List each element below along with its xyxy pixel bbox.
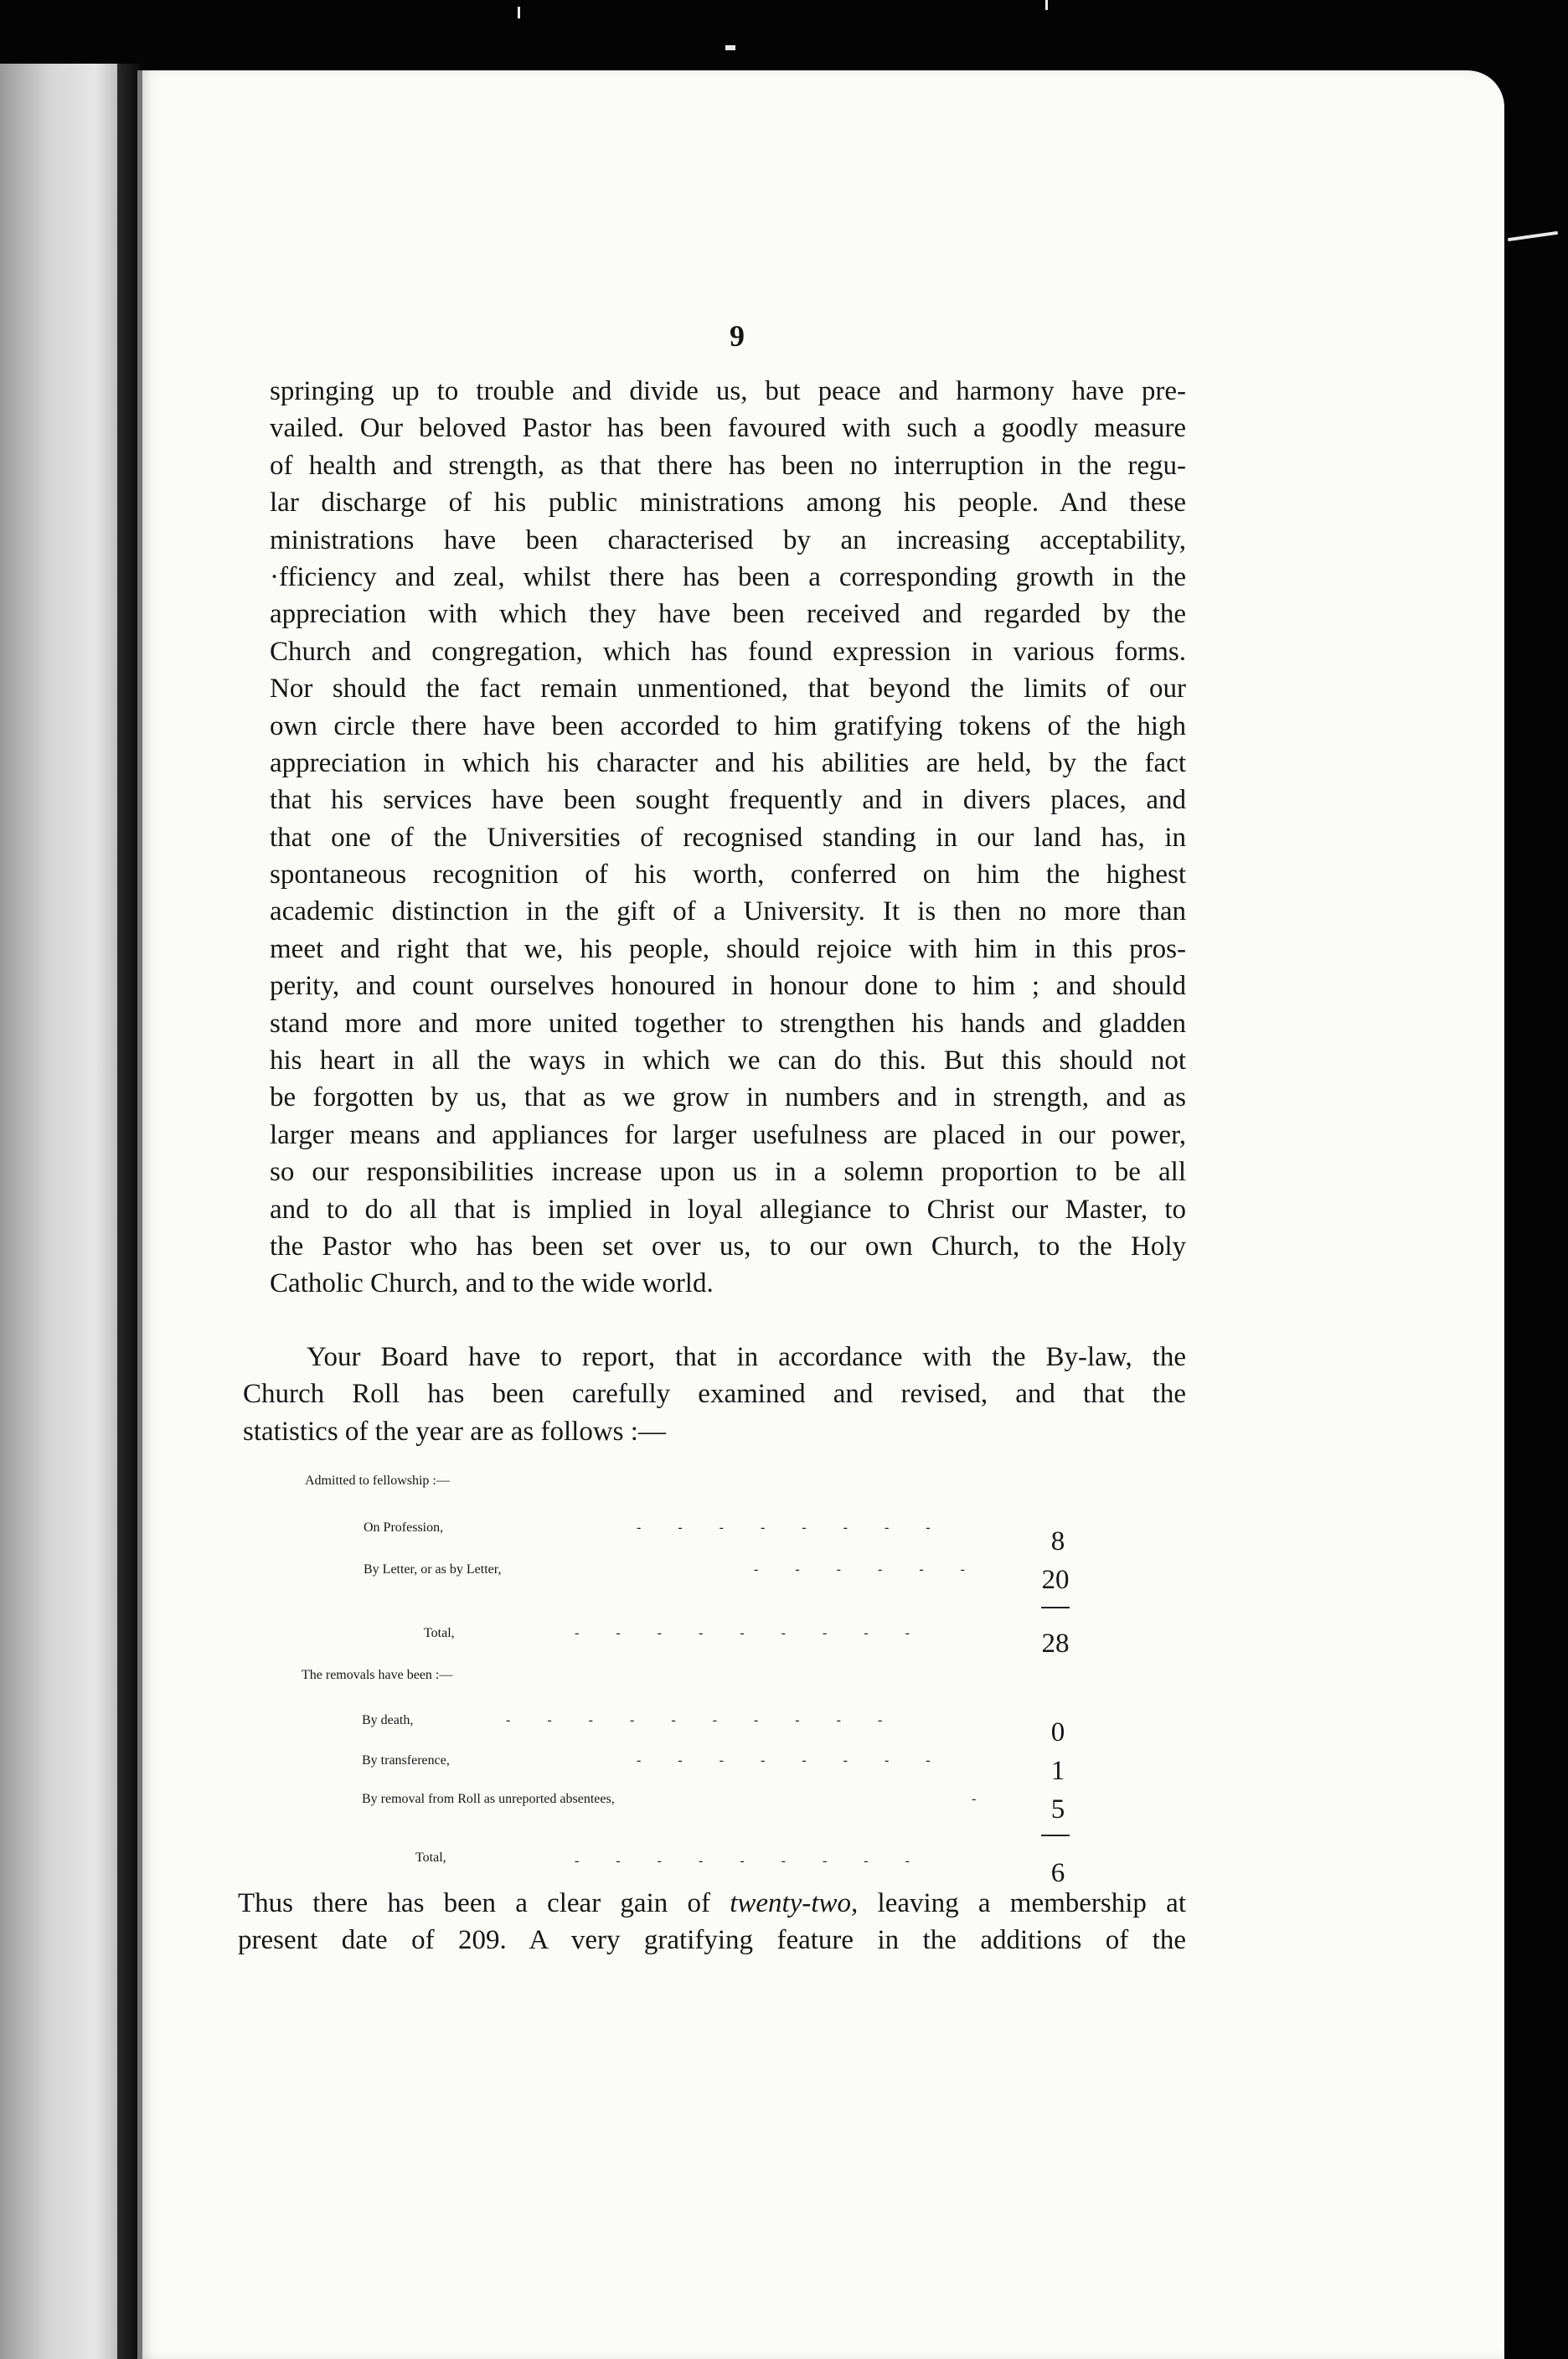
leader-dashes: -	[972, 1792, 993, 1806]
page-binding-edge	[137, 70, 142, 2359]
removals-heading: The removals have been :—	[302, 1668, 453, 1682]
text-line: his heart in all the ways in which we can do this. But this should not	[270, 1045, 1186, 1076]
text-line: lar discharge of his public ministrations among his people. And these	[270, 488, 1186, 519]
text-run: leaving a membership at	[858, 1888, 1186, 1918]
text-line: meet and right that we, his people, should rejoice with him in this pros-	[270, 933, 1186, 964]
leader-dashes: - - - - - - - - - -	[506, 1713, 900, 1727]
text-line: and to do all that is implied in loyal allegiance to Christ our Master, to	[270, 1194, 1186, 1225]
leader-dashes: - - - - - -	[754, 1562, 982, 1577]
text-line: Church Roll has been carefully examined and revised, and that the	[243, 1379, 1186, 1410]
paragraph-2	[243, 1339, 1186, 1450]
text-line: academic distinction in the gift of a University. It is then no more than	[270, 896, 1186, 927]
admitted-heading: Admitted to fellowship :—	[305, 1474, 450, 1488]
text-line: perity, and count ourselves honoured in honour done to him ; and should	[270, 971, 1186, 1002]
text-line: Catholic Church, and to the wide world.	[270, 1268, 714, 1299]
leader-dashes: - - - - - - - - -	[575, 1854, 926, 1868]
text-run: Thus there has been a clear gain of	[238, 1888, 730, 1918]
text-line: Your Board have to report, that in accordance with the By-law, the	[307, 1342, 1186, 1372]
text-line: the Pastor who has been set over us, to our own Church, to the Holy	[270, 1231, 1186, 1262]
stat-label-removal-total: Total,	[415, 1851, 446, 1865]
text-line: own circle there have been accorded to him gratifying tokens of the high	[270, 710, 1186, 741]
stat-label-on-profession: On Profession,	[364, 1520, 444, 1535]
text-line: Church and congregation, which has found expression in various forms.	[270, 636, 1186, 667]
text-line	[238, 1885, 1186, 1922]
text-line: appreciation with which they have been received and regarded by the	[270, 599, 1186, 630]
text-line: statistics of the year are as follows :—	[243, 1416, 666, 1447]
text-line: ·fficiency and zeal, whilst there has been a corresponding growth in the	[270, 561, 1186, 592]
stat-value-by-death: 0	[1050, 1717, 1065, 1747]
leader-dashes: - - - - - - - -	[637, 1520, 947, 1535]
stat-label-admitted-total: Total,	[424, 1626, 455, 1640]
stat-label-by-removal: By removal from Roll as unreported absentees,	[362, 1792, 615, 1806]
text-line: spontaneous recognition of his worth, conferred on him the highest	[270, 859, 1186, 890]
scan-speck	[1045, 0, 1048, 10]
paragraph-1	[270, 374, 1186, 1303]
emphasis-text: twenty-two,	[730, 1888, 859, 1918]
previous-page-edge	[0, 64, 122, 2359]
text-line: present date of 209. A very gratifying feature in the additions of the	[238, 1925, 1186, 1956]
stat-label-by-death: By death,	[362, 1713, 414, 1727]
text-line: vailed. Our beloved Pastor has been favoured with such a goodly measure	[270, 413, 1186, 444]
sum-rule	[1041, 1835, 1070, 1836]
stat-label-by-transference: By transference,	[362, 1753, 450, 1768]
scan-speck	[518, 7, 520, 18]
leader-dashes: - - - - - - - - -	[575, 1626, 926, 1640]
text-line: that one of the Universities of recognised standing in our land has, in	[270, 822, 1186, 853]
leader-dashes: - - - - - - - -	[637, 1753, 947, 1768]
stat-value-by-transference: 1	[1050, 1756, 1065, 1786]
text-line: larger means and appliances for larger usefulness are placed in our power,	[270, 1119, 1186, 1150]
text-line: be forgotten by us, that as we grow in numbers and in strength, and as	[270, 1082, 1186, 1113]
stat-value-by-letter: 20	[1041, 1565, 1070, 1595]
stat-value-on-profession: 8	[1050, 1526, 1065, 1556]
text-line: ministrations have been characterised by an increasing acceptability,	[270, 524, 1186, 555]
stat-label-by-letter: By Letter, or as by Letter,	[364, 1562, 502, 1577]
stat-value-removal-total: 6	[1050, 1858, 1065, 1888]
text-line: of health and strength, as that there has been no interruption in the regu-	[270, 450, 1186, 481]
text-line: so our responsibilities increase upon us in a solemn proportion to be all	[270, 1157, 1186, 1188]
text-line: Nor should the fact remain unmentioned, that beyond the limits of our	[270, 674, 1186, 705]
scan-speck	[725, 45, 735, 50]
text-line: stand more and more united together to strengthen his hands and gladden	[270, 1008, 1186, 1039]
text-line: appreciation in which his character and his abilities are held, by the fact	[270, 747, 1186, 778]
stat-value-by-removal: 5	[1050, 1794, 1065, 1825]
paragraph-3	[238, 1885, 1186, 1959]
page-number: 9	[730, 319, 745, 353]
sum-rule	[1041, 1607, 1070, 1608]
stat-value-admitted-total: 28	[1041, 1629, 1070, 1659]
text-line: springing up to trouble and divide us, but peace and harmony have pre-	[270, 376, 1186, 406]
text-line: that his services have been sought frequently and in divers places, and	[270, 785, 1186, 816]
